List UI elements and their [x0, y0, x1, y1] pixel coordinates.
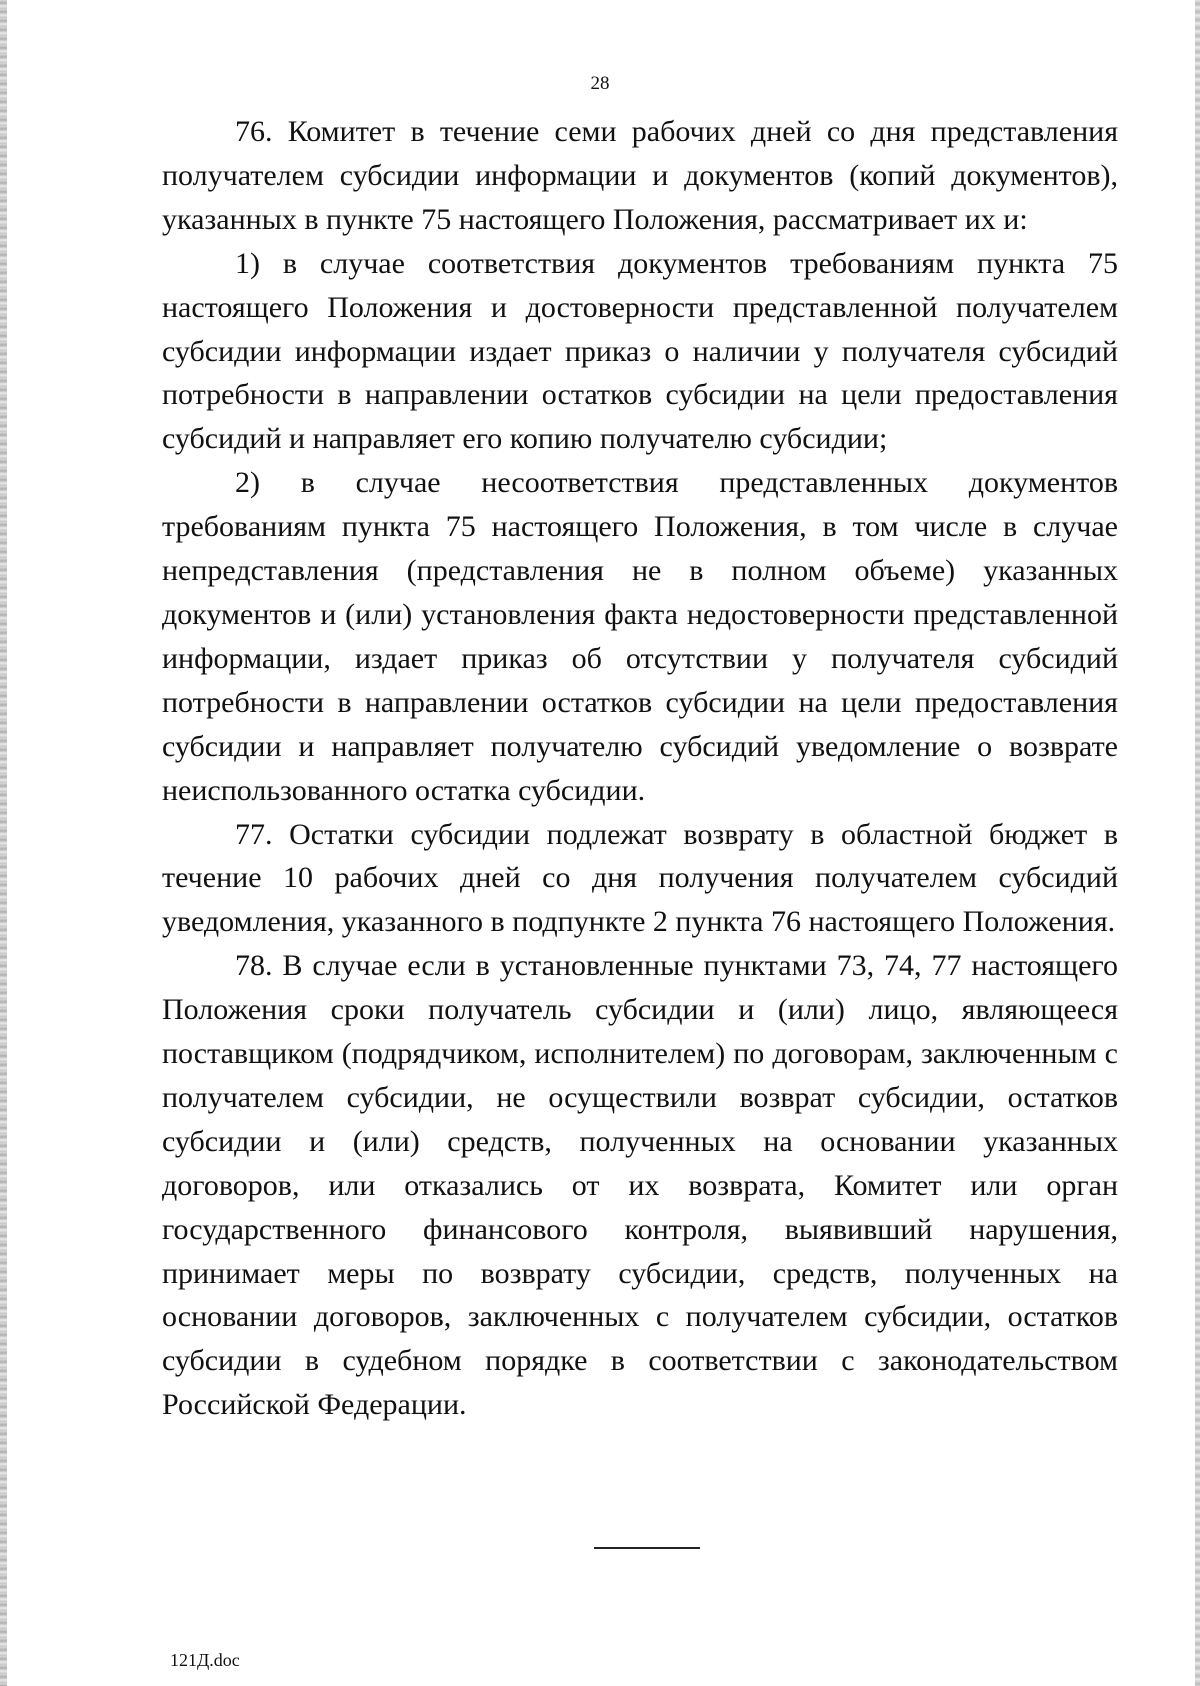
paragraph-77: 77. Остатки субсидии подлежат возврату в областной бюджет в течение 10 рабочих дней со дня получения получателем субсидий уведомления, указанного в подпункте 2 пункта 76 настоящего Положения. [162, 817, 1118, 939]
page-number: 28 [590, 73, 610, 94]
end-of-text-rule [594, 1547, 700, 1549]
scan-edge-right [1195, 0, 1200, 1686]
paragraph-76: 76. Комитет в течение семи рабочих дней со дня представления получателем субсидии информации и документов (копий документов), указанных в пункте 75 настоящего Положения, рассматривает их и: [162, 115, 1118, 236]
paragraph-78: 78. В случае если в установленные пунктами 73, 74, 77 настоящего Положения сроки получатель субсидии и (или) лицо, являющееся поставщиком (подрядчиком, исполнителем) по договорам, заключенным с получателем субсидии, не осуществили возврат субсидии, остатков субсидии и (или) средств, полученных на основании указанных договоров, или отказались от их возврата, Комитет или орган государственного финансового контроля, выявивший нарушения, принимает меры по возврату субсидии, средств, полученных на основании договоров, заключенных с получателем субсидии, остатков субсидии в судебном порядке в соответствии с законодательством Российской Федерации. [162, 949, 1118, 1422]
scan-edge-left [0, 0, 7, 1686]
paragraph-76-item-2: 2) в случае несоответствия представленных документов требованиям пункта 75 настоящего Положения, в том числе в случае непредставления (представления не в полном объеме) указанных документов и (или) установления факта недостоверности представленной информации, издает приказ об отсутствии у получателя субсидий потребности в направлении остатков субсидии на цели предоставления субсидии и направляет получателю субсидий уведомление о возврате неиспользованного остатка субсидии. [162, 466, 1118, 807]
footer-file-name: 121Д.doc [170, 1650, 240, 1670]
document-body [162, 110, 1118, 1427]
paragraph-76-item-1: 1) в случае соответствия документов требованиям пункта 75 настоящего Положения и достоверности представленной получателем субсидии информации издает приказ о наличии у получателя субсидий потребности в направлении остатков субсидии на цели предоставления субсидий и направляет его копию получателю субсидии; [162, 246, 1118, 456]
